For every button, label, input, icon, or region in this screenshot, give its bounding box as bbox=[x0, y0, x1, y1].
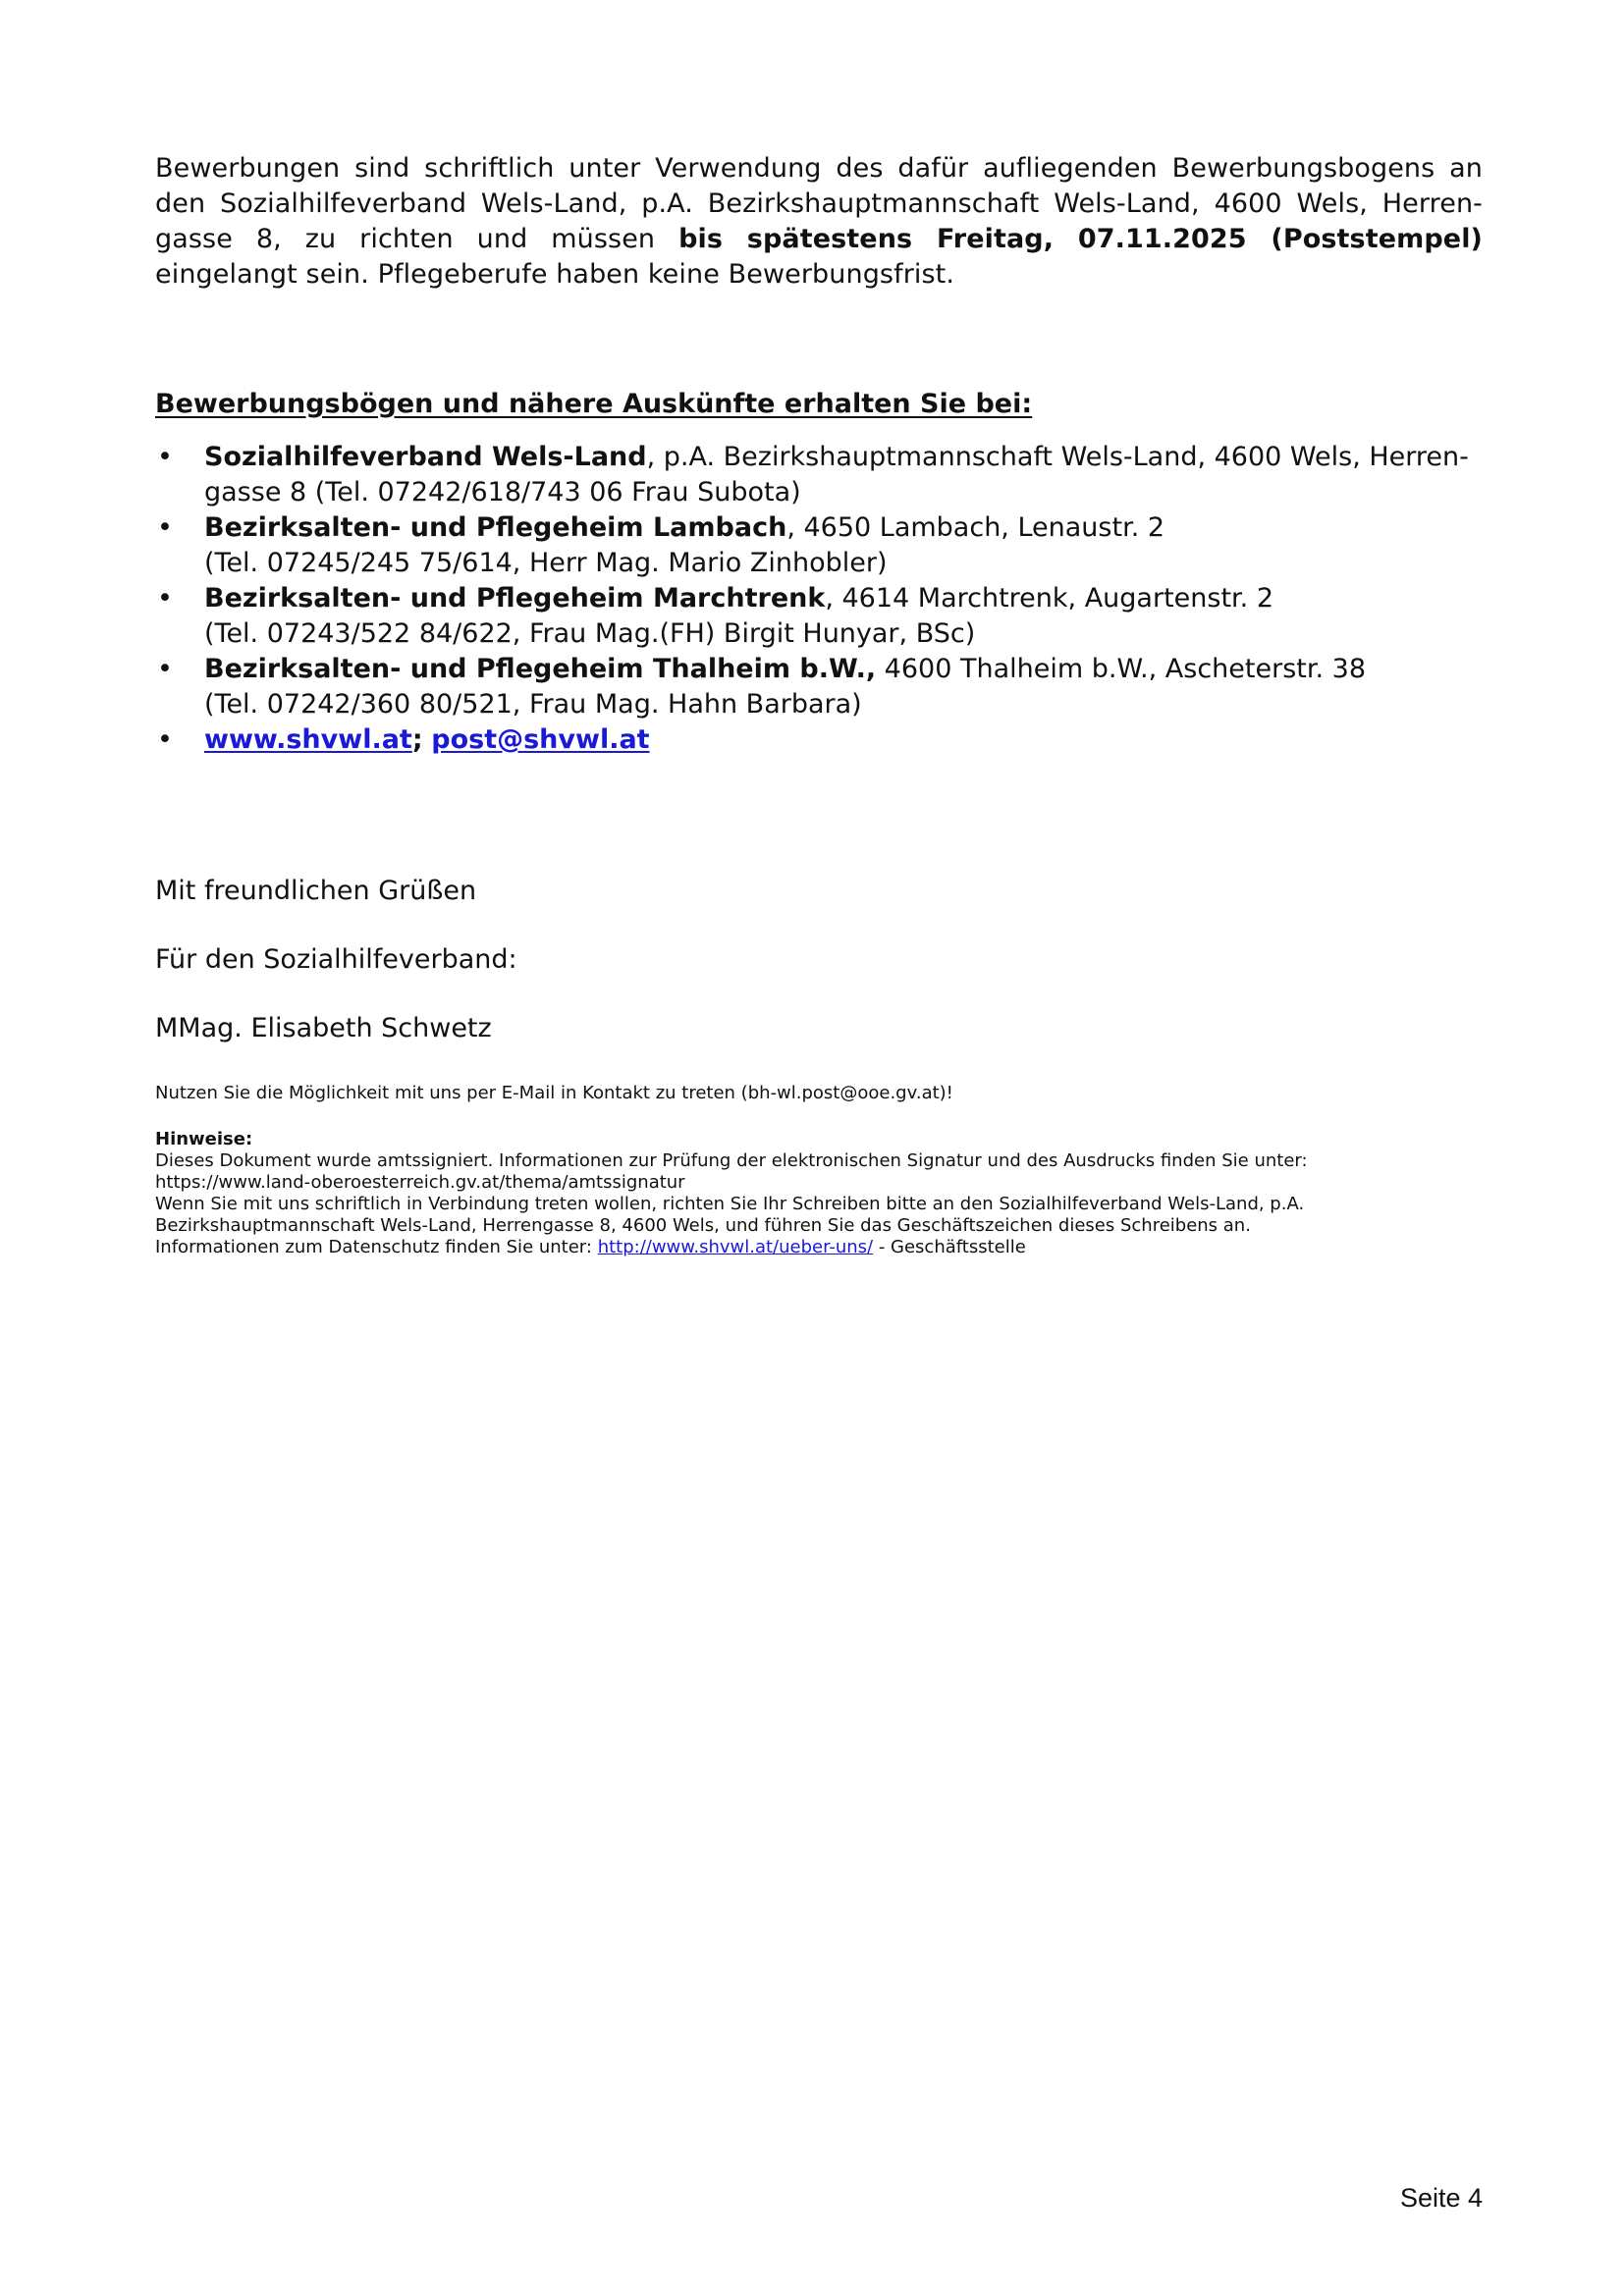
sender-organisation: Für den Sozialhilfeverband: bbox=[155, 944, 517, 975]
contact-phone: (Tel. 07245/245 75/614, Herr Mag. Mario Zinhobler) bbox=[204, 548, 888, 578]
list-item bbox=[155, 510, 1483, 581]
hint-line bbox=[155, 1237, 1483, 1258]
email-notice: Nutzen Sie die Möglichkeit mit uns per E-Mail in Kontakt zu treten (bh-wl.post@ooe.gv.at)! bbox=[155, 1083, 953, 1103]
contacts-list bbox=[155, 440, 1483, 758]
document-body bbox=[155, 151, 1483, 1258]
contact-address: , 4614 Marchtrenk, Augartenstr. 2 bbox=[825, 583, 1273, 614]
deadline-text: bis spätestens Freitag, 07.11.2025 (Poststempel) bbox=[678, 224, 1483, 254]
email-link[interactable]: post@shvwl.at bbox=[431, 724, 650, 755]
hint-line: Bezirkshauptmannschaft Wels-Land, Herrengasse 8, 4600 Wels, und führen Sie das Geschäftszeichen dieses Schreibens an. bbox=[155, 1215, 1251, 1236]
contact-name: Sozialhilfeverband Wels-Land bbox=[204, 442, 647, 472]
hint-line: Wenn Sie mit uns schriftlich in Verbindung treten wollen, richten Sie Ihr Schreiben bitte an den Sozialhilfeverband Wels-Land, p.A. bbox=[155, 1194, 1305, 1214]
closing-block bbox=[155, 874, 1483, 1046]
link-separator: ; bbox=[411, 724, 423, 755]
contact-name: Bezirksalten- und Pflegeheim Marchtrenk bbox=[204, 583, 826, 614]
website-link[interactable]: www.shvwl.at bbox=[204, 724, 412, 755]
list-item bbox=[155, 722, 1483, 758]
contact-address: , 4650 Lambach, Lenaustr. 2 bbox=[786, 512, 1165, 543]
list-item bbox=[155, 440, 1483, 510]
greeting: Mit freundlichen Grüßen bbox=[155, 876, 477, 906]
contact-phone: (Tel. 07242/360 80/521, Frau Mag. Hahn Barbara) bbox=[204, 689, 862, 720]
bullet-icon: • bbox=[157, 583, 173, 614]
bullet-icon: • bbox=[157, 442, 173, 472]
bullet-icon: • bbox=[157, 512, 173, 543]
intro-text: Bewerbungen sind schriftlich unter Verwendung des dafür aufliegenden Bewerbungsbogens an den Sozialhilfeverband Wels-Land, p.A. Bezirkshauptmannschaft Wels-Land, 4600 Wels, Herren-gasse 8, zu richten und müssen bbox=[155, 153, 1483, 254]
contact-address: 4600 Thalheim b.W., Ascheterstr. 38 bbox=[876, 654, 1367, 684]
contact-address: , p.A. Bezirkshauptmannschaft Wels-Land, 4600 Wels, Herren- bbox=[646, 442, 1469, 472]
hints-title: Hinweise: bbox=[155, 1129, 253, 1149]
contact-name: Bezirksalten- und Pflegeheim Lambach bbox=[204, 512, 787, 543]
bullet-icon: • bbox=[157, 654, 173, 684]
privacy-text: Informationen zum Datenschutz finden Sie unter: bbox=[155, 1237, 598, 1257]
contacts-heading: Bewerbungsbögen und nähere Auskünfte erhalten Sie bei: bbox=[155, 389, 1033, 419]
intro-text-end: eingelangt sein. Pflegeberufe haben keine Bewerbungsfrist. bbox=[155, 259, 955, 290]
bullet-icon: • bbox=[157, 724, 173, 755]
application-paragraph bbox=[155, 151, 1483, 293]
hint-line: https://www.land-oberoesterreich.gv.at/thema/amtssignatur bbox=[155, 1172, 685, 1193]
page-number: Seite 4 bbox=[1399, 2183, 1483, 2213]
hint-line: Dieses Dokument wurde amtssigniert. Informationen zur Prüfung der elektronischen Signatur und des Ausdrucks finden Sie unter: bbox=[155, 1150, 1308, 1171]
signer-name: MMag. Elisabeth Schwetz bbox=[155, 1013, 492, 1043]
contact-name: Bezirksalten- und Pflegeheim Thalheim b.W., bbox=[204, 654, 877, 684]
hints-block bbox=[155, 1129, 1483, 1258]
list-item bbox=[155, 581, 1483, 652]
contact-phone: gasse 8 (Tel. 07242/618/743 06 Frau Subota) bbox=[204, 477, 801, 507]
contact-phone: (Tel. 07243/522 84/622, Frau Mag.(FH) Birgit Hunyar, BSc) bbox=[204, 618, 976, 649]
privacy-text-end: - Geschäftsstelle bbox=[873, 1237, 1026, 1257]
list-item bbox=[155, 652, 1483, 722]
privacy-link[interactable]: http://www.shvwl.at/ueber-uns/ bbox=[597, 1237, 874, 1257]
